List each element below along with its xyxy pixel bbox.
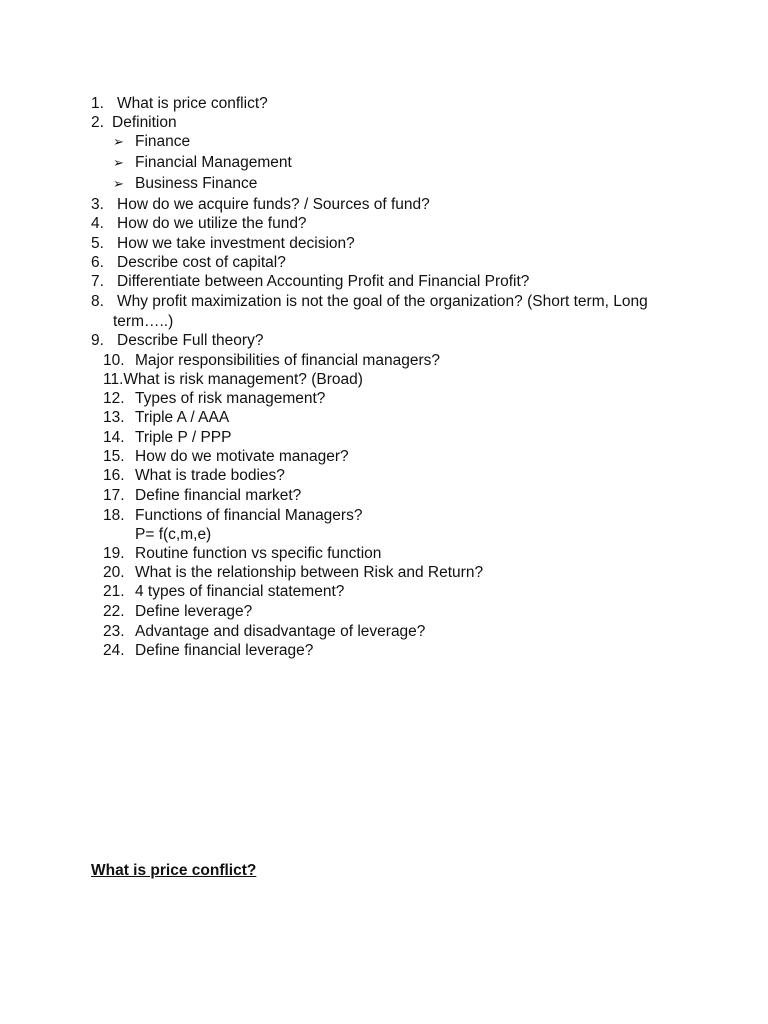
item-number: 3. (91, 196, 104, 213)
item-text: Define leverage? (135, 603, 253, 620)
item-number: 22. (103, 603, 125, 620)
item-number: 20. (103, 564, 125, 581)
item-number: 9. (91, 332, 104, 349)
item-text: Finance (135, 133, 191, 150)
item-number: 7. (91, 273, 104, 290)
item-text: What is the relationship between Risk and Return? (135, 564, 484, 581)
item-number: 5. (91, 235, 104, 252)
item-number: 1. (91, 95, 104, 112)
section-heading: What is price conflict? (91, 862, 257, 879)
item-text: Types of risk management? (135, 390, 326, 407)
item-text: How we take investment decision? (117, 235, 355, 252)
item-text: Financial Management (135, 154, 292, 171)
item-text: Define financial leverage? (135, 642, 314, 659)
item-number: 24. (103, 642, 125, 659)
list-item-continuation: term…..) (113, 313, 174, 330)
item-text: Functions of financial Managers? (135, 507, 363, 524)
item-text: Triple P / PPP (135, 429, 232, 446)
item-number: 21. (103, 583, 125, 600)
item-number: 18. (103, 507, 125, 524)
item-text: 4 types of financial statement? (135, 583, 345, 600)
item-text: What is price conflict? (117, 95, 268, 112)
item-number: 23. (103, 623, 125, 640)
arrow-bullet-icon: ➢ (113, 134, 124, 149)
item-number: 10. (103, 352, 125, 369)
item-text: Advantage and disadvantage of leverage? (135, 623, 426, 640)
item-text: Describe Full theory? (117, 332, 264, 349)
item-text: Definition (112, 114, 177, 131)
item-number: 15. (103, 448, 125, 465)
item-number: 6. (91, 254, 104, 271)
item-text: How do we motivate manager? (135, 448, 349, 465)
item-text: Business Finance (135, 175, 258, 192)
item-text: Routine function vs specific function (135, 545, 382, 562)
item-text: Triple A / AAA (135, 409, 230, 426)
item-number: 19. (103, 545, 125, 562)
formula-line: P= f(c,m,e) (135, 526, 212, 543)
item-number: 2. (91, 114, 104, 131)
item-text: Differentiate between Accounting Profit and Financial Profit? (117, 273, 530, 290)
arrow-bullet-icon: ➢ (113, 176, 124, 191)
item-number: 12. (103, 390, 125, 407)
item-text: How do we utilize the fund? (117, 215, 307, 232)
item-text: Major responsibilities of financial managers? (135, 352, 440, 369)
item-text: Describe cost of capital? (117, 254, 286, 271)
item-number: 16. (103, 467, 125, 484)
item-text: Why profit maximization is not the goal of the organization? (Short term, Long (117, 293, 648, 310)
item-number: 4. (91, 215, 104, 232)
list-item: 11.What is risk management? (Broad) (103, 371, 363, 388)
item-text: How do we acquire funds? / Sources of fund? (117, 196, 430, 213)
item-number: 17. (103, 487, 125, 504)
item-number: 8. (91, 293, 104, 310)
item-number: 13. (103, 409, 125, 426)
item-text: What is trade bodies? (135, 467, 285, 484)
arrow-bullet-icon: ➢ (113, 155, 124, 170)
item-text: Define financial market? (135, 487, 302, 504)
item-number: 14. (103, 429, 125, 446)
